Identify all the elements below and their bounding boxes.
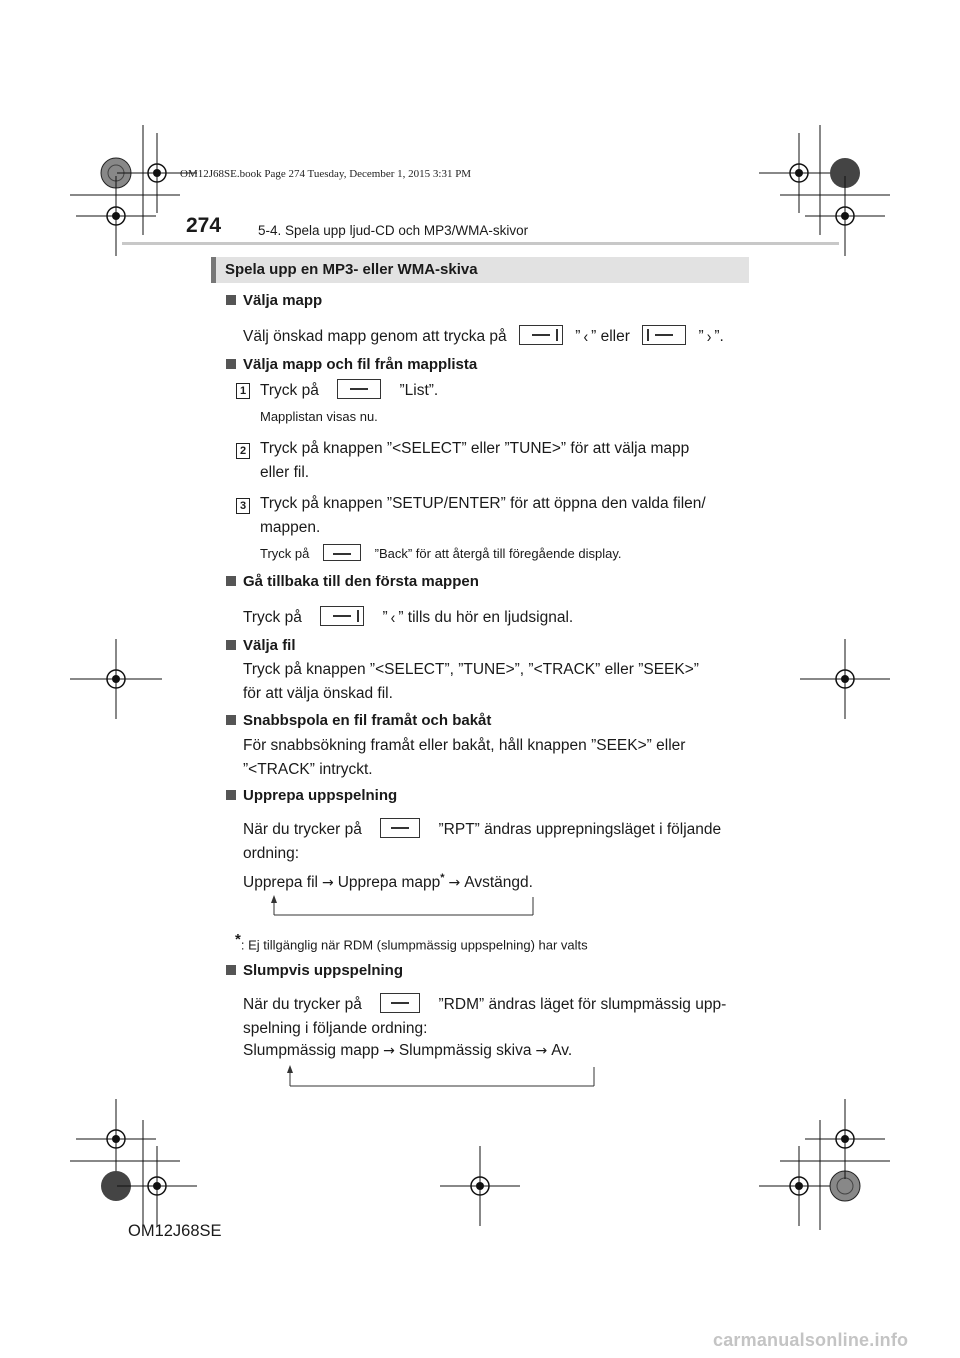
- heading-select-file: [226, 637, 296, 654]
- prev-chevron-icon: ‹: [390, 607, 396, 627]
- text: När du trycker på: [243, 996, 362, 1013]
- text: ”RPT” ändras upprepningsläget i följande: [438, 821, 722, 838]
- repeat-sequence: [243, 866, 533, 895]
- repeat-line-2: ordning:: [243, 845, 300, 862]
- random-line-2: spelning i följande ordning:: [243, 1020, 428, 1037]
- next-chevron-icon: ›: [706, 326, 712, 346]
- heading-text: Välja fil: [243, 637, 296, 654]
- prev-chevron-icon: ‹: [583, 326, 589, 346]
- footnote-star: *: [440, 872, 445, 884]
- bullet-square-icon: [226, 965, 236, 975]
- random-sequence: [243, 1039, 572, 1063]
- text: : Ej tillgänglig när RDM (slumpmässig uppspelning) har valts: [240, 937, 588, 953]
- heading-select-from-list: [226, 356, 477, 373]
- step-3-line-1: Tryck på knappen ”SETUP/ENTER” för att öppna den valda filen/: [260, 495, 706, 512]
- text: ”List”.: [399, 382, 439, 399]
- select-file-line-1: Tryck på knappen ”<SELECT”, ”TUNE>”, ”<TRACK” eller ”SEEK>”: [243, 661, 699, 678]
- arrow-right-icon: →: [383, 1043, 395, 1059]
- select-file-line-2: för att välja önskad fil.: [243, 685, 393, 702]
- heading-text: Välja mapp och fil från mapplista: [243, 356, 478, 373]
- text: ”: [575, 328, 581, 345]
- text: ”RDM” ändras läget för slumpmässig upp-: [438, 996, 727, 1013]
- random-line-1: [243, 993, 726, 1017]
- sequence-return-line: [265, 895, 540, 920]
- step-number: 2: [236, 443, 250, 459]
- heading-random: [226, 962, 403, 979]
- heading-text: Välja mapp: [243, 292, 323, 309]
- select-folder-text: [243, 324, 724, 349]
- heading-text: Upprepa uppspelning: [243, 787, 398, 804]
- bullet-square-icon: [226, 295, 236, 305]
- section-path: 5-4. Spela upp ljud-CD och MP3/WMA-skivor: [258, 223, 529, 238]
- registration-mark-icon: [805, 1099, 885, 1179]
- step-number: 3: [236, 498, 250, 514]
- first-folder-text: [243, 605, 573, 630]
- rdm-button-icon: [380, 993, 420, 1013]
- watermark: carmanualsonline.info: [713, 1330, 909, 1350]
- repeat-line-1: [243, 818, 721, 842]
- heading-text: Snabbspola en fil framåt och bakåt: [243, 712, 492, 729]
- text: ”: [698, 328, 704, 345]
- bullet-square-icon: [226, 359, 236, 369]
- text: Avstängd.: [464, 874, 533, 892]
- page-number: 274: [186, 214, 222, 237]
- step-1-note: Mapplistan visas nu.: [260, 409, 378, 424]
- text: Välj önskad mapp genom att trycka på: [243, 328, 507, 345]
- text: Tryck på: [243, 609, 302, 626]
- heading-repeat: [226, 787, 397, 804]
- text: ”: [382, 609, 388, 626]
- heading-first-folder: [226, 573, 479, 590]
- step-1-text: [260, 379, 438, 403]
- arrow-right-icon: →: [535, 1043, 548, 1059]
- text: ”Back” för att återgå till föregående display.: [374, 546, 622, 561]
- section-title-bar: [211, 257, 749, 283]
- step-number: 1: [236, 383, 250, 399]
- prev-button-icon: [519, 325, 563, 345]
- registration-mark-icon: [76, 1099, 156, 1179]
- prev-button-icon: [320, 606, 364, 626]
- section-title: Spela upp en MP3- eller WMA-skiva: [225, 261, 478, 278]
- bullet-square-icon: [226, 715, 236, 725]
- header-rule: [122, 242, 839, 245]
- registration-mark-icon: [759, 1146, 839, 1226]
- footnote-star: *: [235, 931, 241, 948]
- text: Av.: [551, 1042, 573, 1059]
- text: Tryck på: [260, 546, 310, 561]
- footnote: [235, 931, 588, 952]
- book-stamp: OM12J68SE.book Page 274 Tuesday, December 1, 2015 3:31 PM: [180, 168, 472, 180]
- back-note: [260, 546, 622, 563]
- footer-code: OM12J68SE: [128, 1222, 222, 1240]
- step-3-line-2: mappen.: [260, 519, 321, 536]
- sequence-return-line: [282, 1065, 602, 1090]
- registration-mark-icon: [759, 133, 839, 213]
- step-2-line-1: Tryck på knappen ”<SELECT” eller ”TUNE>” för att välja mapp: [260, 440, 690, 457]
- fast-forward-line-1: För snabbsökning framåt eller bakåt, håll knappen ”SEEK>” eller: [243, 737, 686, 754]
- next-button-icon: [642, 325, 686, 345]
- bullet-square-icon: [226, 640, 236, 650]
- text: Upprepa mapp: [337, 874, 441, 892]
- arrow-right-icon: →: [321, 875, 334, 892]
- heading-fast-forward: [226, 712, 491, 729]
- heading-text: Slumpvis uppspelning: [243, 962, 404, 979]
- step-2-line-2: eller fil.: [260, 464, 310, 481]
- heading-text: Gå tillbaka till den första mappen: [243, 573, 479, 590]
- text: ”.: [714, 328, 724, 345]
- text: Tryck på: [260, 382, 319, 399]
- text: Slumpmässig skiva: [398, 1042, 532, 1059]
- heading-select-folder: [226, 292, 322, 309]
- text: Slumpmässig mapp: [243, 1042, 380, 1059]
- bullet-square-icon: [226, 790, 236, 800]
- text: ” eller: [591, 328, 630, 345]
- text: ” tills du hör en ljudsignal.: [398, 609, 574, 626]
- bullet-square-icon: [226, 576, 236, 586]
- back-button-icon: [323, 544, 361, 561]
- arrow-right-icon: →: [448, 875, 461, 892]
- rpt-button-icon: [380, 818, 420, 838]
- text: Upprepa fil: [243, 874, 318, 892]
- fast-forward-line-2: ”<TRACK” intryckt.: [243, 761, 373, 778]
- text: När du trycker på: [243, 821, 362, 838]
- registration-mark-icon: [117, 1146, 197, 1226]
- list-button-icon: [337, 379, 381, 399]
